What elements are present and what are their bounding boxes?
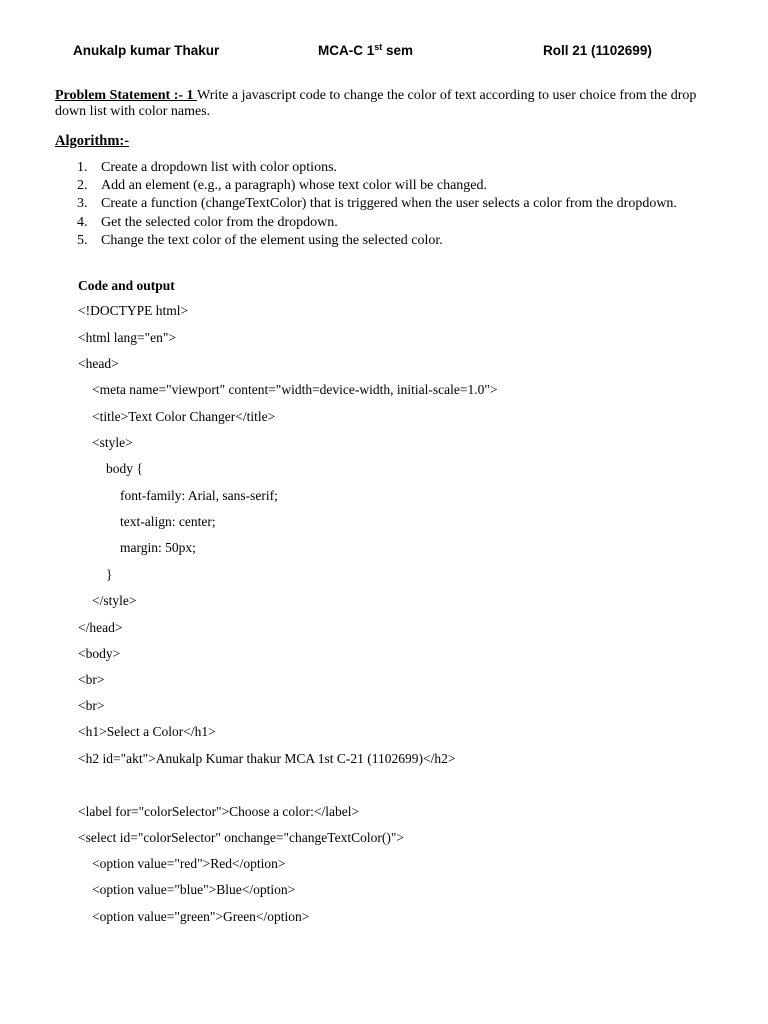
step-number: 5. bbox=[77, 232, 88, 248]
algorithm-title: Algorithm:- bbox=[55, 133, 130, 149]
code-line: <br> bbox=[78, 698, 105, 713]
code-line: <select id="colorSelector" onchange="changeTextColor()"> bbox=[78, 830, 404, 845]
code-line: <meta name="viewport" content="width=device-width, initial-scale=1.0"> bbox=[92, 382, 498, 397]
code-line: </style> bbox=[92, 593, 137, 608]
code-line: <head> bbox=[78, 356, 119, 371]
class-prefix: MCA-C 1 bbox=[318, 43, 375, 58]
code-line: margin: 50px; bbox=[120, 540, 196, 555]
code-line: <option value="blue">Blue</option> bbox=[92, 882, 296, 897]
step-text: Add an element (e.g., a paragraph) whose text color will be changed. bbox=[101, 178, 488, 194]
code-line: <title>Text Color Changer</title> bbox=[92, 409, 276, 424]
step-number: 2. bbox=[77, 178, 88, 194]
problem-text: Write a javascript code to change the color of text according to user choice from the drop down list with color names. bbox=[55, 88, 697, 119]
class-suffix: sem bbox=[382, 43, 414, 58]
code-line: text-align: center; bbox=[120, 514, 216, 529]
student-name: Anukalp kumar Thakur bbox=[73, 43, 220, 58]
code-line: body { bbox=[106, 461, 143, 476]
step-text: Create a function (changeTextColor) that is triggered when the user selects a color from the dropdown. bbox=[101, 196, 677, 212]
code-line: <br> bbox=[78, 672, 105, 687]
code-line: <!DOCTYPE html> bbox=[78, 303, 189, 318]
code-line: <option value="green">Green</option> bbox=[92, 909, 310, 924]
step-text: Change the text color of the element using the selected color. bbox=[101, 232, 443, 248]
class-sup: st bbox=[374, 42, 383, 52]
code-line: <html lang="en"> bbox=[78, 330, 176, 345]
code-line: <h2 id="akt">Anukalp Kumar thakur MCA 1st C-21 (1102699)</h2> bbox=[78, 751, 456, 766]
code-line: font-family: Arial, sans-serif; bbox=[120, 488, 278, 503]
step-text: Create a dropdown list with color options. bbox=[101, 160, 338, 175]
problem-label: Problem Statement :- 1 bbox=[55, 88, 198, 103]
code-line: <option value="red">Red</option> bbox=[92, 856, 286, 871]
code-line: <style> bbox=[92, 435, 133, 450]
code-section-title: Code and output bbox=[78, 278, 175, 293]
code-line: <label for="colorSelector">Choose a color:</label> bbox=[78, 804, 360, 819]
code-line: <body> bbox=[78, 646, 121, 661]
code-line: </head> bbox=[78, 620, 123, 635]
step-number: 3. bbox=[77, 196, 88, 212]
code-line: } bbox=[106, 567, 113, 582]
roll-number: Roll 21 (1102699) bbox=[543, 43, 652, 58]
step-text: Get the selected color from the dropdown. bbox=[101, 214, 338, 230]
step-number: 4. bbox=[77, 214, 88, 230]
code-line: <h1>Select a Color</h1> bbox=[78, 724, 216, 739]
step-number: 1. bbox=[77, 160, 88, 175]
